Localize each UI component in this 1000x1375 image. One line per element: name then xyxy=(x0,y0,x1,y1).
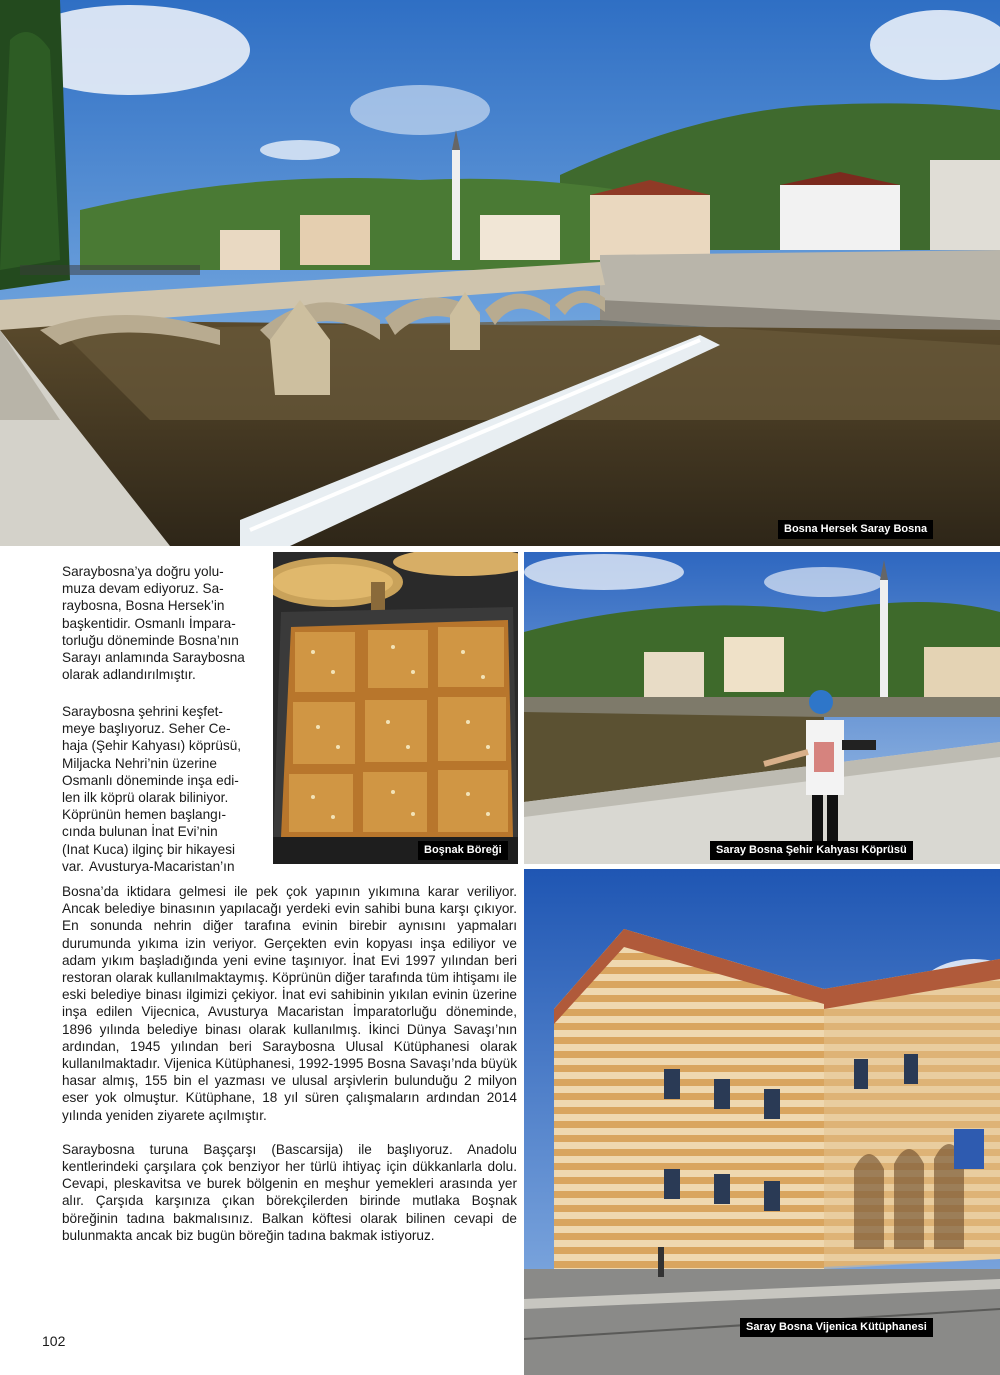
text-line: başkentidir. Osmanlı İmpara- xyxy=(62,615,236,631)
text-line: Osmanlı döneminde inşa edi- xyxy=(62,772,239,788)
borek-caption: Boşnak Böreği xyxy=(418,841,508,860)
text-line: Saraybosna şehrini keşfet- xyxy=(62,704,223,719)
article-paragraph-2-rest: Bosna’da iktidara gelmesi ile pek çok yapının yıkımına karar veriliyor. Ancak belediye binasının yapılacağı yerdeki evin sahibi buna karşı çıkıyor. En sonunda nehrin diğer tarafına evinin birebir aynısını yapmaları durumunda yıkıma izin veriyor. Gerçekten evin kopyası inşa ediliyor ve adam yıkım başladığında yeni evine taşınıyor. İnat Evi 1997 yılından beri restoran olarak kullanılmaktaymış. Köprünün diğer tarafında tüm ihtişamı ile eski belediye binası ilgimizi çekiyor. İnat evi sahibinin yıkılan evinin üzerine inşa edilen Vijecnica, Avusturya Macaristan İmparatorluğu döneminde, 1896 yılında belediye binası olarak kullanılmış. İkinci Dünya Savaşı’nın ardından, 1945 yılından beri Saraybosna Ulusal Kütüphanesi olarak kullanılmaktadır. Vijenica Kütüphanesi, 1992-1995 Bosna Savaşı’nda büyük hasar almış, 155 bin el yazması ve ulusal arşivlerin bulunduğu 2 milyon eser yok olmuştur. Kütüphane, 18 yıl süren çalışmaların ardından 2014 yılında yeniden ziyarete açılmıştır. xyxy=(62,884,517,1123)
library-photo xyxy=(524,869,1000,1375)
text-line: raybosna, Bosna Hersek’in xyxy=(62,598,225,614)
article-body xyxy=(62,883,517,1244)
text-line: var. Avusturya-Macaristan’ın xyxy=(62,858,235,874)
text-line: torluğu döneminde Bosna’nın xyxy=(62,632,239,648)
text-line: Sarayı anlamında Saraybosna xyxy=(62,650,245,666)
text-line: muza devam ediyoruz. Sa- xyxy=(62,581,224,597)
page-number: 102 xyxy=(42,1333,66,1349)
text-line: cında bulunan İnat Evi’nin xyxy=(62,824,218,840)
borek-photo xyxy=(273,552,518,864)
text-line: Köprünün hemen başlangı- xyxy=(62,807,226,823)
library-caption: Saray Bosna Vijenica Kütüphanesi xyxy=(740,1318,933,1337)
bridge-caption: Saray Bosna Şehir Kahyası Köprüsü xyxy=(710,841,913,860)
bridge-person-photo xyxy=(524,552,1000,864)
article-intro xyxy=(62,563,267,683)
text-line: Miljacka Nehri’nin üzerine xyxy=(62,755,217,771)
hero-caption: Bosna Hersek Saray Bosna xyxy=(778,520,933,539)
text-line: (Inat Kuca) ilginç bir hikayesi xyxy=(62,841,236,857)
text-line: Saraybosna’ya doğru yolu- xyxy=(62,564,224,579)
article-paragraph-3: Saraybosna turuna Başçarşı (Bascarsija) ile başlıyoruz. Anadolu kentlerindeki çarşılara çok benziyor her türlü ihtiyaç için dükkanlarla dolu. Cevapi, pleskavitsa ve burek bölgenin en meşhur yemekleri arasında yer alır. Çarşıda karşınıza çıkan börekçilerden birinde mutlaka Boşnak böreğinin tadına bakmalısınız. Balkan köftesi olarak bilinen cevapi de bulunmakta ancak biz bugün böreğin tadına bakmak istiyoruz. xyxy=(62,1141,517,1243)
text-line: haja (Şehir Kahyası) köprüsü, xyxy=(62,738,242,754)
text-line: meye başlıyoruz. Seher Ce- xyxy=(62,721,231,737)
text-line: olarak adlandırılmıştır. xyxy=(62,667,196,683)
text-line: len ilk köprü olarak biliniyor. xyxy=(62,790,229,806)
hero-photo-bridge xyxy=(0,0,1000,546)
article-para2-narrow xyxy=(62,703,267,875)
